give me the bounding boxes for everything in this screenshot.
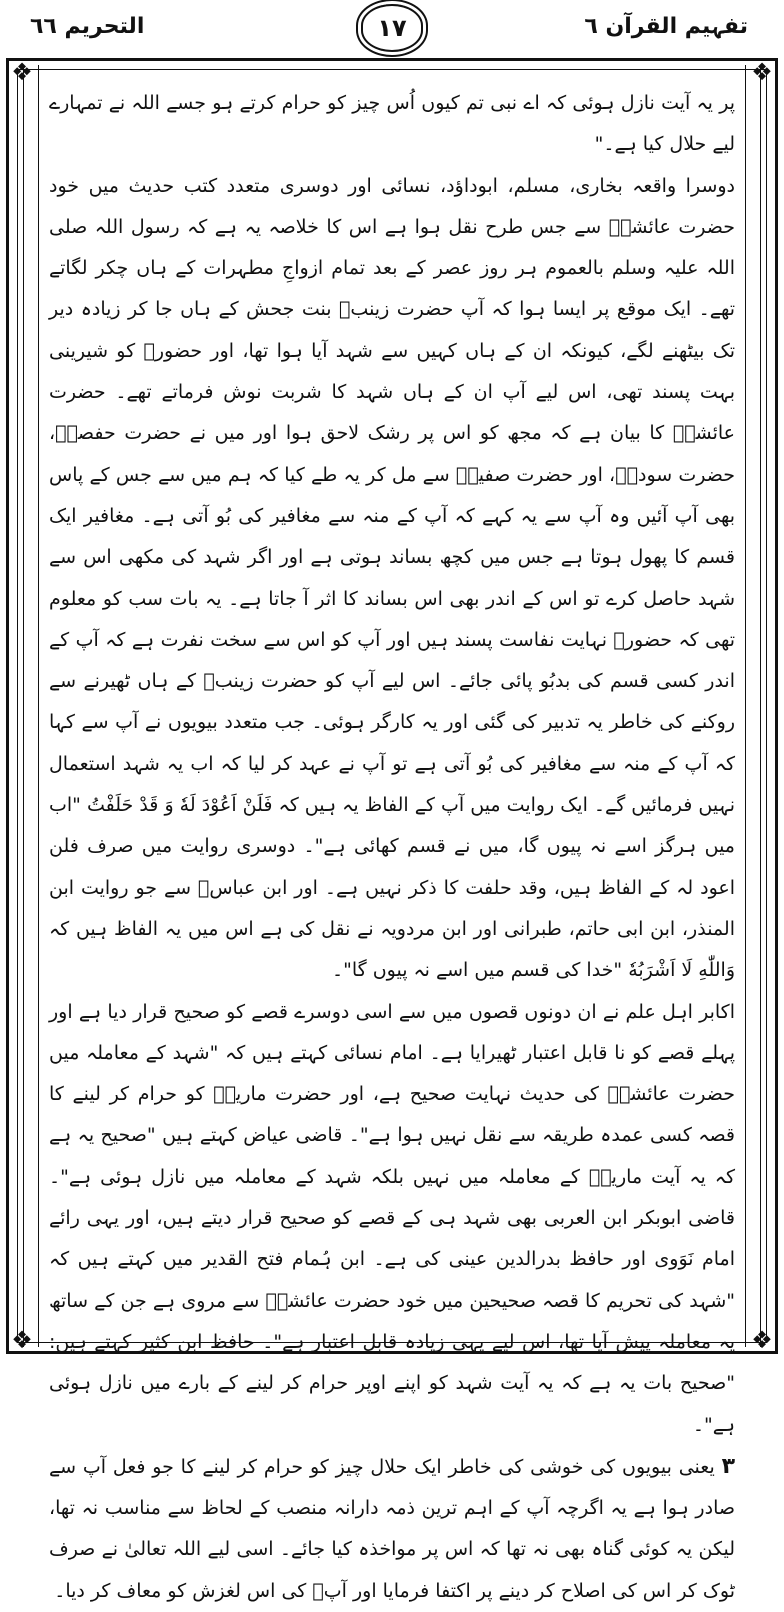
- corner-ornament-icon: ❖: [751, 1326, 773, 1354]
- corner-ornament-icon: ❖: [11, 1326, 33, 1354]
- left-column-ornament: [23, 65, 39, 1347]
- footnote-text: یعنی بیویوں کی خوشی کی خاطر ایک حلال چیز کو حرام کر لینے کا جو فعل آپ سے صادر ہوا ہے یہ اگرچہ آپ کے اہم ترین ذمہ دارانہ منصب کے لحاظ سے مناسب نہ تھا، لیکن یہ کوئی گناہ بھی نہ تھا کہ اس پر مواخذہ کیا جائے۔ اسی لیے اللہ تعالیٰ نے صرف ٹوک کر اس کی اصلاح کر دینے پر اکتفا فرمایا اور آپؐ کی اس لغزش کو معاف کر دیا۔: [49, 1455, 735, 1602]
- right-column-ornament: [745, 65, 761, 1347]
- page-number: ١٧: [361, 4, 423, 52]
- book-title: تفہیم القرآن ٦: [584, 14, 748, 39]
- footnote: [49, 1446, 735, 1612]
- corner-ornament-icon: ❖: [751, 58, 773, 86]
- footnote-number: ٣: [721, 1453, 736, 1479]
- paragraph: دوسرا واقعہ بخاری، مسلم، ابوداؤد، نسائی اور دوسری متعدد کتب حدیث میں خود حضرت عائشہؓ سے جس طرح نقل ہوا ہے اس کا خلاصہ یہ ہے کہ رسول اللہ صلی اللہ علیہ وسلم بالعموم ہر روز عصر کے بعد تمام ازواجِ مطہرات کے ہاں چکر لگاتے تھے۔ ایک موقع پر ایسا ہوا کہ آپ حضرت زینبؓ بنت جحش کے ہاں جا کر زیادہ دیر تک بیٹھنے لگے، کیونکہ ان کے ہاں کہیں سے شہد آیا ہوا تھا، اور حضورؐ کو شیرینی بہت پسند تھی، اس لیے آپ ان کے ہاں شہد کا شربت نوش فرماتے تھے۔ حضرت عائشہؓ کا بیان ہے کہ مجھ کو اس پر رشک لاحق ہوا اور میں نے حضرت حفصہؓ، حضرت سودہؓ، اور حضرت صفیہؓ سے مل کر یہ طے کیا کہ ہم میں سے جس کے پاس بھی آپ آئیں وہ آپ سے یہ کہے کہ آپ کے منہ سے مغافیر کی بُو آتی ہے۔ مغافیر ایک قسم کا پھول ہوتا ہے جس میں کچھ بساند ہوتی ہے اور اگر شہد کی مکھی اس سے شہد حاصل کرے تو اس کے اندر بھی اس بساند کا اثر آ جاتا ہے۔ یہ بات سب کو معلوم تھی کہ حضورؐ نہایت نفاست پسند ہیں اور آپ کو اس سے سخت نفرت ہے کہ آپ کے اندر کسی قسم کی بدبُو پائی جائے۔ اس لیے آپ کو حضرت زینبؓ کے ہاں ٹھیرنے سے روکنے کی خاطر یہ تدبیر کی گئی اور یہ کارگر ہوئی۔ جب متعدد بیویوں نے آپ سے کہا کہ آپ کے منہ سے مغافیر کی بُو آتی ہے تو آپ نے عہد کر لیا کہ اب یہ شہد استعمال نہیں فرمائیں گے۔ ایک روایت میں آپ کے الفاظ یہ ہیں کہ فَلَنْ اَعُوْدَ لَهٗ وَ قَدْ حَلَفْتُ "اب میں ہرگز اسے نہ پیوں گا، میں نے قسم کھائی ہے"۔ دوسری روایت میں صرف فلن اعود لہ کے الفاظ ہیں، وقد حلفت کا ذکر نہیں ہے۔ اور ابن عباسؓ سے جو روایت ابن المنذر، ابن ابی حاتم، طبرانی اور ابن مردویہ نے نقل کی ہے اس میں یہ الفاظ ہیں کہ وَاللّٰهِ لَا اَشْرَبُهٗ "خدا کی قسم میں اسے نہ پیوں گا"۔: [49, 174, 735, 982]
- paragraph: پر یہ آیت نازل ہوئی کہ اے نبی تم کیوں اُس چیز کو حرام کرتے ہو جسے اللہ نے تمہارے لیے حلال کیا ہے۔": [49, 92, 735, 156]
- paragraph: اکابر اہل علم نے ان دونوں قصوں میں سے اسی دوسرے قصے کو صحیح قرار دیا ہے اور پہلے قصے کو نا قابل اعتبار ٹھیرایا ہے۔ امام نسائی کہتے ہیں کہ "شہد کے معاملہ میں حضرت عائشہؓ کی حدیث نہایت صحیح ہے، اور حضرت ماریہؓ کو حرام کر لینے کا قصہ کسی عمدہ طریقہ سے نقل نہیں ہوا ہے"۔ قاضی عیاض کہتے ہیں "صحیح یہ ہے کہ یہ آیت ماریہؓ کے معاملہ میں نہیں بلکہ شہد کے معاملہ میں نازل ہوئی ہے"۔ قاضی ابوبکر ابن العربی بھی شہد ہی کے قصے کو صحیح قرار دیتے ہیں، اور یہی رائے امام نَوَوی اور حافظ بدرالدین عینی کی ہے۔ ابن ہُمام فتح القدیر میں کہتے ہیں کہ "شہد کی تحریم کا قصہ صحیحین میں خود حضرت عائشہؓ سے مروی ہے جن کے ساتھ یہ معاملہ پیش آیا تھا، اس لیے یہی زیادہ قابل اعتبار ہے"۔ حافظ ابن کثیر کہتے ہیں: "صحیح بات یہ ہے کہ یہ آیت شہد کو اپنے اوپر حرام کر لینے کے بارے میں نازل ہوئی ہے"۔: [49, 1000, 735, 1436]
- ornamental-border: [6, 58, 778, 1602]
- surah-title: التحریم ٦٦: [30, 14, 145, 39]
- body-text: [49, 83, 736, 1602]
- corner-ornament-icon: ❖: [11, 58, 33, 86]
- page-header: [0, 0, 784, 58]
